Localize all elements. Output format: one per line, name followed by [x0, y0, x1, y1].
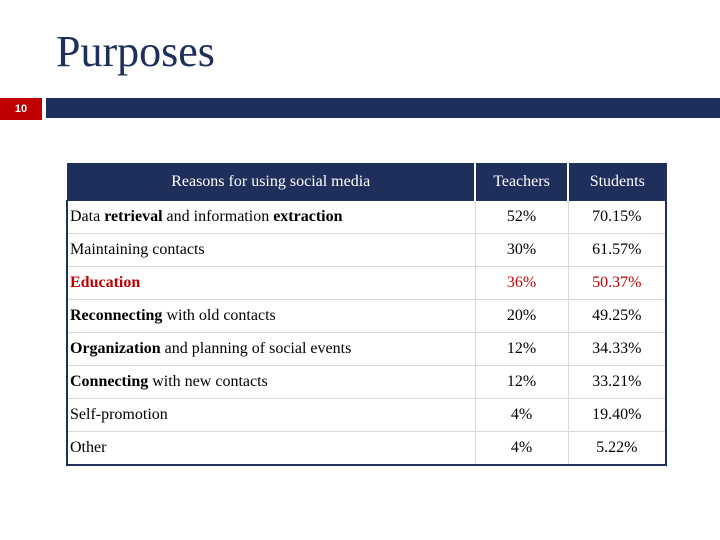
reason-text: and planning of social events — [160, 340, 352, 357]
header-students: Students — [568, 164, 666, 201]
students-value: 5.22% — [568, 432, 666, 466]
reason-text: and information — [162, 208, 274, 225]
teachers-value: 52% — [475, 201, 568, 234]
header-teachers: Teachers — [475, 164, 568, 201]
students-value: 49.25% — [568, 300, 666, 333]
slide-title: Purposes — [56, 27, 215, 76]
reason-text: Other — [70, 439, 107, 456]
reason-cell — [67, 201, 475, 234]
reason-cell — [67, 267, 475, 300]
reason-keyword: Organization — [70, 340, 161, 357]
teachers-value: 4% — [475, 432, 568, 466]
teachers-value: 4% — [475, 399, 568, 432]
table-row — [67, 234, 666, 267]
reason-keyword: extraction — [273, 208, 343, 225]
students-value: 61.57% — [568, 234, 666, 267]
reason-cell — [67, 234, 475, 267]
reason-text: with new contacts — [148, 373, 268, 390]
teachers-value: 36% — [475, 267, 568, 300]
reason-cell — [67, 300, 475, 333]
reason-keyword: Reconnecting — [70, 307, 163, 324]
table-row — [67, 300, 666, 333]
header-reasons: Reasons for using social media — [67, 164, 475, 201]
reason-text: with old contacts — [162, 307, 276, 324]
teachers-value: 30% — [475, 234, 568, 267]
teachers-value: 12% — [475, 333, 568, 366]
students-value: 50.37% — [568, 267, 666, 300]
reason-cell — [67, 399, 475, 432]
reason-text: Self-promotion — [70, 406, 168, 423]
slide-number-badge: 10 — [0, 98, 42, 120]
reason-cell — [67, 366, 475, 399]
title-rule-bar — [46, 98, 720, 118]
table-row — [67, 267, 666, 300]
reason-text: Maintaining contacts — [70, 241, 205, 258]
reason-cell — [67, 333, 475, 366]
students-value: 34.33% — [568, 333, 666, 366]
students-value: 70.15% — [568, 201, 666, 234]
table-row — [67, 399, 666, 432]
teachers-value: 12% — [475, 366, 568, 399]
reason-keyword: Connecting — [70, 373, 149, 390]
reason-cell — [67, 432, 475, 466]
students-value: 33.21% — [568, 366, 666, 399]
students-value: 19.40% — [568, 399, 666, 432]
reason-keyword: Education — [70, 274, 141, 291]
table-row — [67, 366, 666, 399]
table-row — [67, 201, 666, 234]
reason-keyword: retrieval — [104, 208, 163, 225]
teachers-value: 20% — [475, 300, 568, 333]
table-header-row — [67, 164, 666, 201]
reason-text: Data — [70, 208, 105, 225]
social-media-purposes-table — [66, 163, 667, 466]
table-row — [67, 333, 666, 366]
table-row — [67, 432, 666, 466]
